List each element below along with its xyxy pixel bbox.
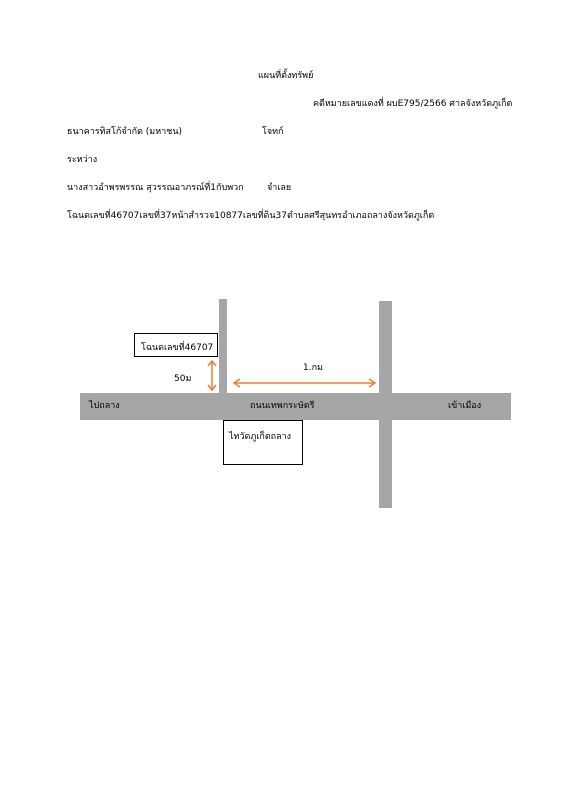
distance-vertical-label: 50ม [174,374,192,384]
to-city-label: เข้าเมือง [448,401,482,411]
defendant-name: นางสาวอำพรพรรณ สุวรรณอาภรณ์ที่1กับพวก [67,183,244,193]
to-thalang-label: ไปถลาง [89,401,120,411]
deed-number-box-label: โฉนดเลขที่46707 [141,343,214,353]
temple-box-label: ไทวัดภูเก็ตถลาง [229,432,292,442]
defendant-role: จำเลย [267,183,292,193]
between-label: ระหว่าง [67,155,98,165]
case-number-line: คดีหมายเลขแดงที่ ผบE795/2566 ศาลจังหวัดภูเก็ต [313,99,513,109]
deed-description-line: โฉนดเลขที่46707เลขที่37หน้าสำรวจ10877เลขที่ดิน37ตำบลศรีสุนทรอำเภอถลางจังหวัดภูเก็ต [67,211,435,221]
road-name-label: ถนนเทพกระษัตรี [250,401,315,411]
plaintiff-role: โจทก์ [262,127,284,137]
distance-horizontal-label: 1.กม [303,363,323,373]
plaintiff-name: ธนาคารทิสโก้จำกัด (มหาชน) [67,127,183,137]
document-title: แผนที่ตั้งทรัพย์ [258,71,314,81]
